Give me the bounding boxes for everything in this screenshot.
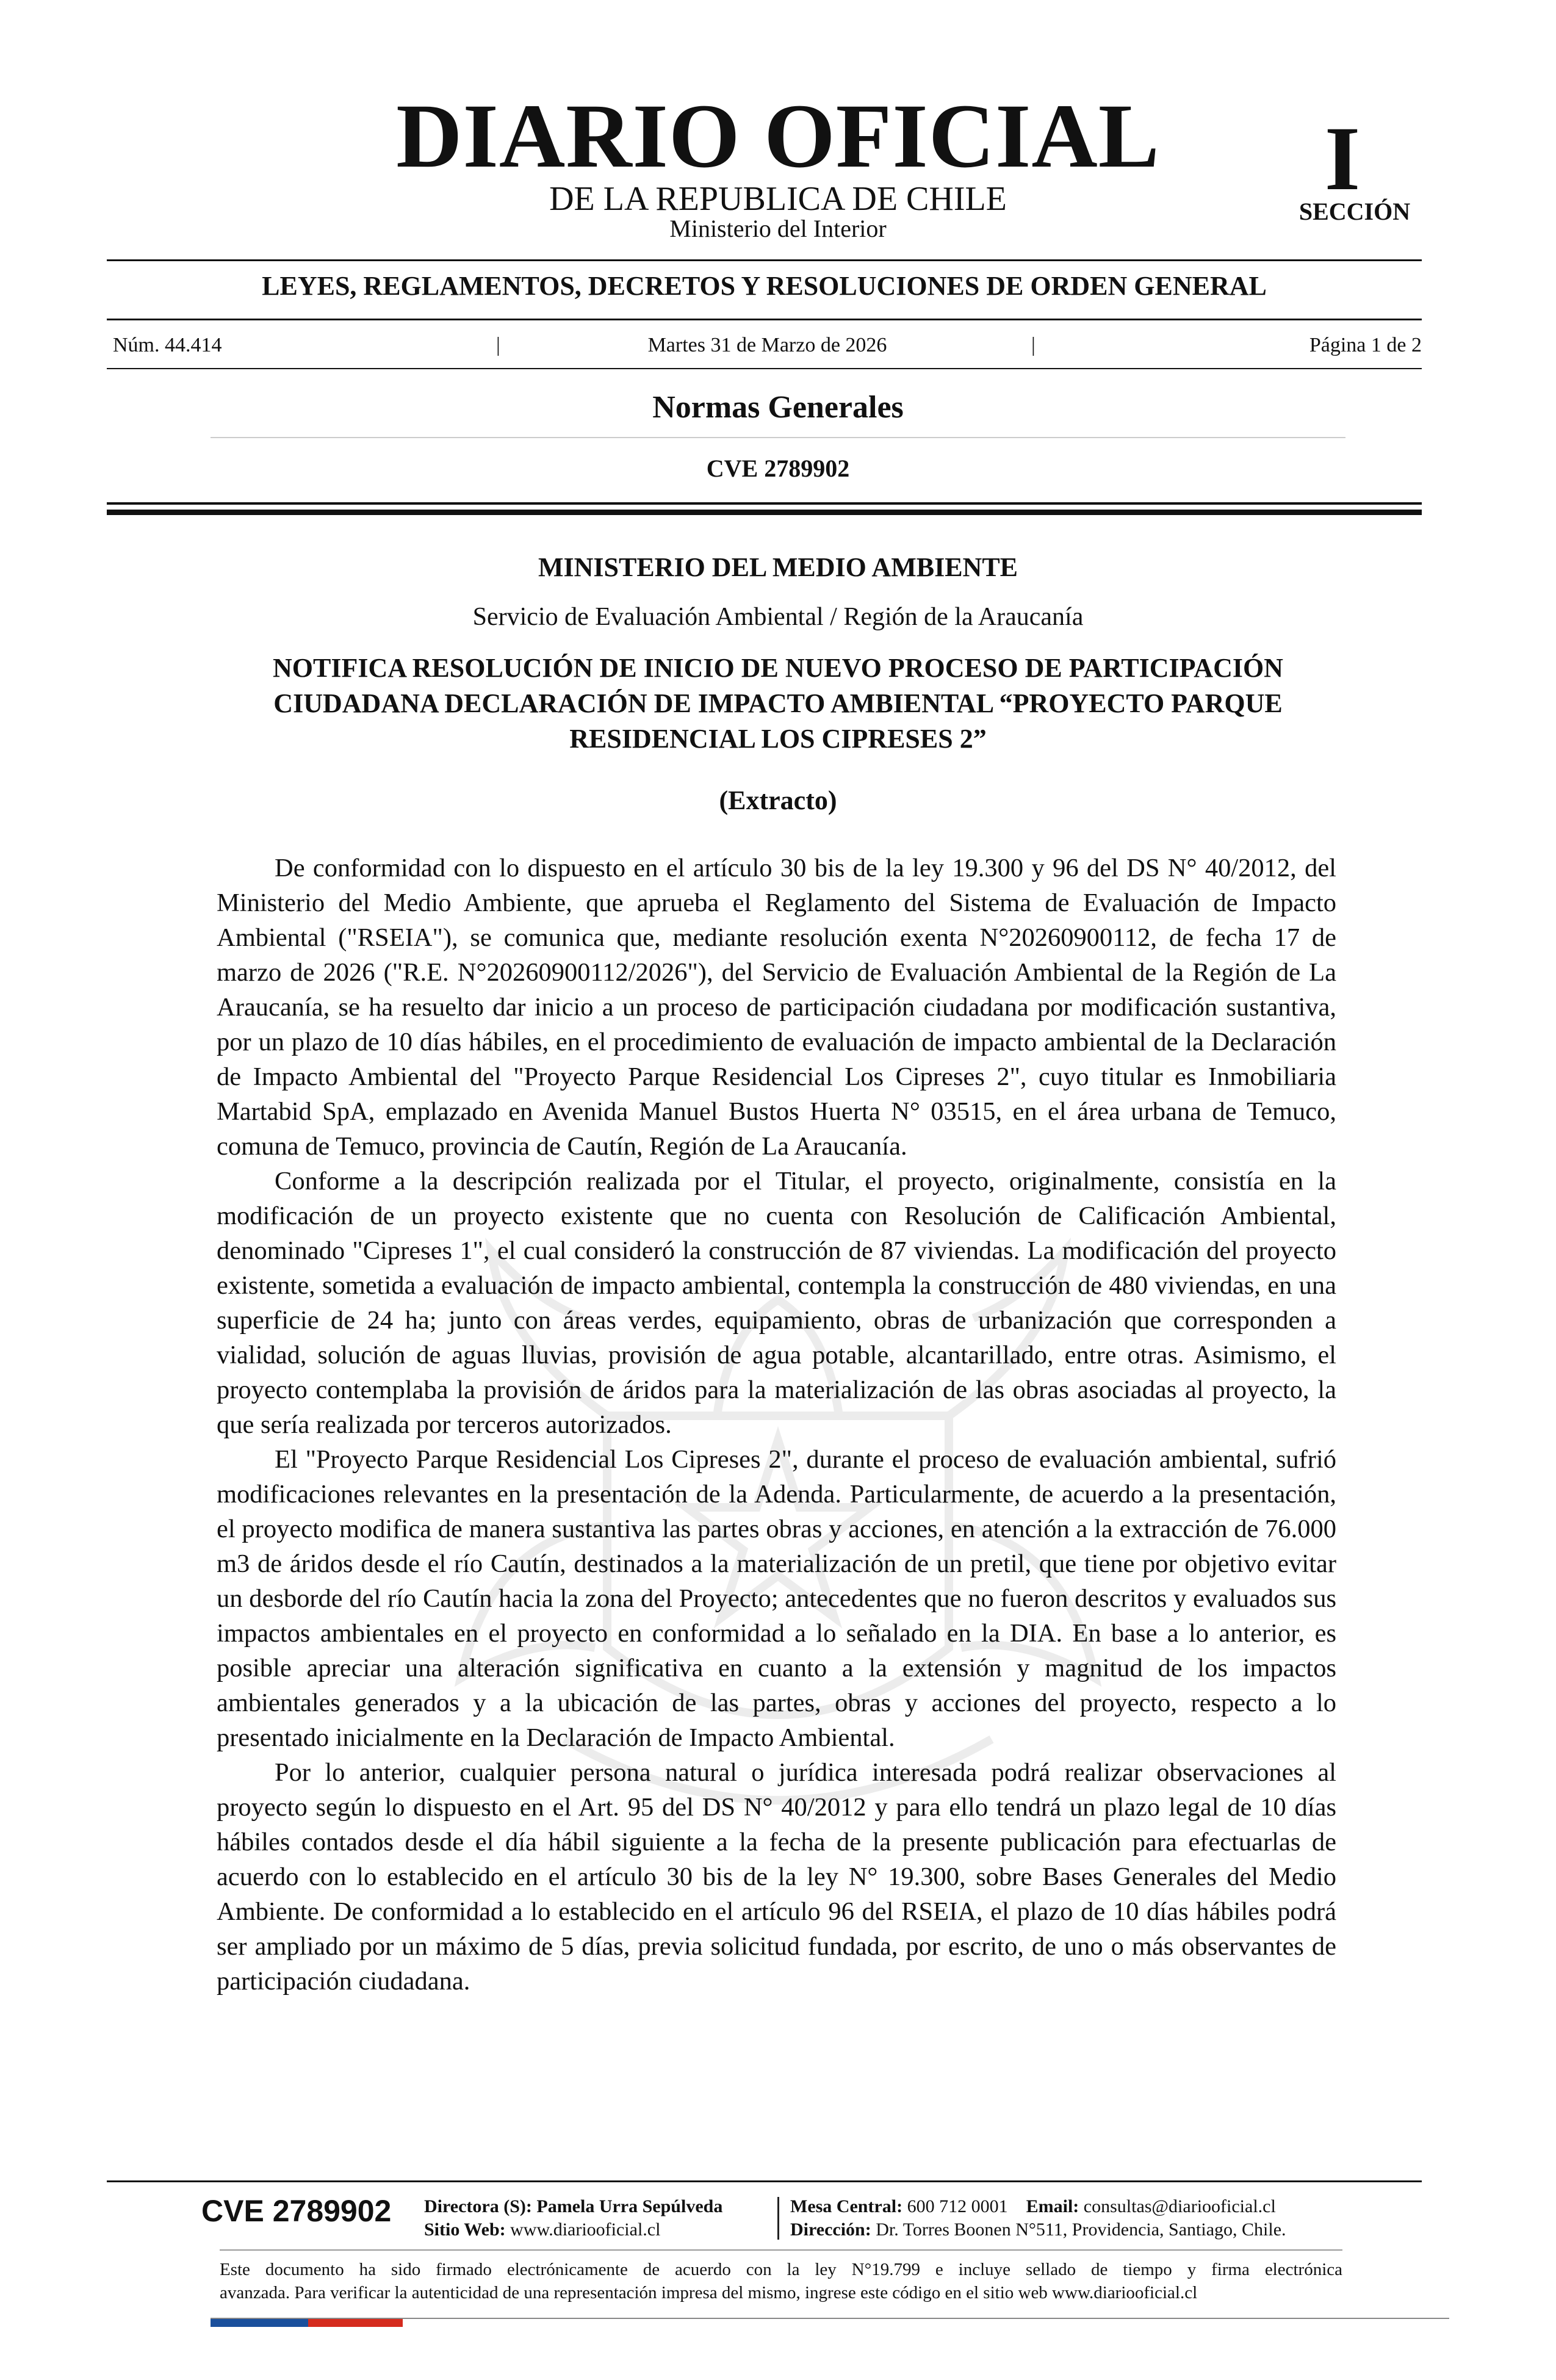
flag-stripe-blue — [211, 2319, 308, 2327]
cve-code: CVE 2789902 — [706, 455, 850, 482]
banner-title: LEYES, REGLAMENTOS, DECRETOS Y RESOLUCIONES DE ORDEN GENERAL — [262, 271, 1267, 301]
masthead-rule — [107, 259, 1422, 261]
footer-address: Dr. Torres Boonen N°511, Providencia, Santiago, Chile. — [876, 2220, 1286, 2240]
footer-contact-block — [790, 2195, 1286, 2241]
flag-stripe-red — [308, 2319, 403, 2327]
footer-note-line: Este documento ha sido firmado electrónicamente de acuerdo con la ley N°19.799 e incluye sellado de tiempo y firma electrónica — [220, 2260, 1342, 2279]
footer-email-link[interactable]: consultas@diariooficial.cl — [1083, 2196, 1276, 2216]
section-title: Normas Generales — [652, 390, 904, 425]
header-double-rule-bottom — [107, 510, 1422, 515]
footer-director: Directora (S): Pamela Urra Sepúlveda — [424, 2196, 723, 2216]
body-paragraph: Conforme a la descripción realizada por el Titular, el proyecto, originalmente, consistía en la modificación de un proyecto existente que no cuenta con Resolución de Calificación Ambiental, denominado "Cipreses 1", el cual consideró la construcción de 87 viviendas. La modificación del proyecto existente, sometida a evaluación de impacto ambiental, contempla la construcción de 480 viviendas, en una superficie de 24 ha; junto con áreas verdes, equipamiento, obras de urbanización que corresponden a vialidad, solución de aguas lluvias, provisión de agua potable, alcantarillado, entre otras. Asimismo, el proyecto contemplaba la provisión de áridos para la materialización de las obras asociadas al proyecto, la que sería realizada por terceros autorizados. — [217, 1167, 1336, 1439]
masthead-subtitle: DE LA REPUBLICA DE CHILE — [549, 180, 1007, 218]
footer-rule-middle — [220, 2249, 1342, 2251]
meta-separator: | — [496, 334, 500, 356]
body-paragraph: De conformidad con lo dispuesto en el artículo 30 bis de la ley 19.300 y 96 del DS N° 40/2012, del Ministerio del Medio Ambiente, que aprueba el Reglamento del Sistema de Evaluación de Impacto Ambiental ("RSEIA"), se comunica que, mediante resolución exenta N°20260900112, de fecha 17 de marzo de 2026 ("R.E. N°20260900112/2026"), del Servicio de Evaluación Ambiental de la Región de La Araucanía, se ha resuelto dar inicio a un proceso de participación ciudadana por modificación sustantiva, por un plazo de 10 días hábiles, en el procedimiento de evaluación de impacto ambiental de la Declaración de Impacto Ambiental del "Proyecto Parque Residencial Los Cipreses 2", cuyo titular es Inmobiliaria Martabid SpA, emplazado en Avenida Manuel Bustos Huerta N° 03515, en el área urbana de Temuco, comuna de Temuco, provincia de Cautín, Región de La Araucanía. — [217, 854, 1336, 1161]
issue-date: Martes 31 de Marzo de 2026 — [647, 334, 887, 356]
masthead-title: DIARIO OFICIAL — [396, 85, 1160, 187]
footer-phone-label: Mesa Central: — [790, 2196, 903, 2216]
banner-rule — [107, 319, 1422, 320]
footer-email-label: Email: — [1026, 2196, 1079, 2216]
section-number: I — [1324, 108, 1361, 209]
meta-separator: | — [1031, 334, 1036, 356]
extract-label: (Extracto) — [719, 785, 837, 815]
footer-cve-code: CVE 2789902 — [201, 2194, 392, 2228]
footer-website-label: Sitio Web: — [424, 2220, 506, 2240]
document-body — [217, 851, 1336, 1999]
meta-rule — [107, 368, 1422, 369]
footer-phone: 600 712 0001 — [907, 2196, 1008, 2216]
footer-director-block — [424, 2195, 722, 2241]
footer-signature-note — [220, 2258, 1342, 2304]
section-title-rule — [211, 437, 1345, 438]
issue-number: Núm. 44.414 — [113, 334, 222, 356]
page-indicator: Página 1 de 2 — [1309, 334, 1422, 356]
footer-divider — [777, 2197, 779, 2240]
section-label: SECCIÓN — [1298, 198, 1411, 225]
body-paragraph: Por lo anterior, cualquier persona natural o jurídica interesada podrá realizar observaciones al proyecto según lo dispuesto en el Art. 95 del DS N° 40/2012 y para ello tendrá un plazo legal de 10 días hábiles contados desde el día hábil siguiente a la fecha de la presente publicación para efectuarlas de acuerdo con lo establecido en el artículo 30 bis de la ley N° 19.300, sobre Bases Generales del Medio Ambiente. De conformidad a lo establecido en el artículo 96 del RSEIA, el plazo de 10 días hábiles podrá ser ampliado por un máximo de 5 días, previa solicitud fundada, por escrito, de uno o más observantes de participación ciudadana. — [217, 1758, 1336, 1996]
footer-rule-top — [107, 2180, 1422, 2182]
footer-website-link[interactable]: www.diariooficial.cl — [510, 2220, 661, 2240]
body-paragraph: El "Proyecto Parque Residencial Los Cipreses 2", durante el proceso de evaluación ambiental, sufrió modificaciones relevantes en la presentación de la Adenda. Particularmente, de acuerdo a la presentación, el proyecto modifica de manera sustantiva las partes obras y acciones, en atención a la extracción de 76.000 m3 de áridos desde el río Cautín, destinados a la materialización de un pretil, que tiene por objetivo evitar un desborde del río Cautín hacia la zona del Proyecto; antecedentes que no fueron descritos y evaluados sus impactos ambientales en el proyecto en conformidad a lo señalado en la DIA. En base a lo anterior, es posible apreciar una alteración significativa en cuanto a la extensión y magnitud de los impactos ambientales generados y a la ubicación de las partes, obras y acciones del proyecto, respecto a lo presentado inicialmente en la Declaración de Impacto Ambiental. — [217, 1445, 1336, 1752]
header-double-rule-top — [107, 502, 1422, 505]
document-headline: NOTIFICA RESOLUCIÓN DE INICIO DE NUEVO PROCESO DE PARTICIPACIÓN CIUDADANA DECLARACIÓN DE IMPACTO AMBIENTAL “PROYECTO PARQUE RESIDENCIAL LOS CIPRESES 2” — [273, 653, 1283, 754]
footer-address-label: Dirección: — [790, 2220, 871, 2240]
ministry-heading: MINISTERIO DEL MEDIO AMBIENTE — [538, 552, 1018, 582]
service-line: Servicio de Evaluación Ambiental / Región de la Araucanía — [472, 603, 1084, 631]
masthead-ministry: Ministerio del Interior — [669, 215, 887, 242]
footer-note-line: avanzada. Para verificar la autenticidad de una representación impresa del mismo, ingrese este código en el sitio web www.diariooficial.cl — [220, 2283, 1198, 2302]
